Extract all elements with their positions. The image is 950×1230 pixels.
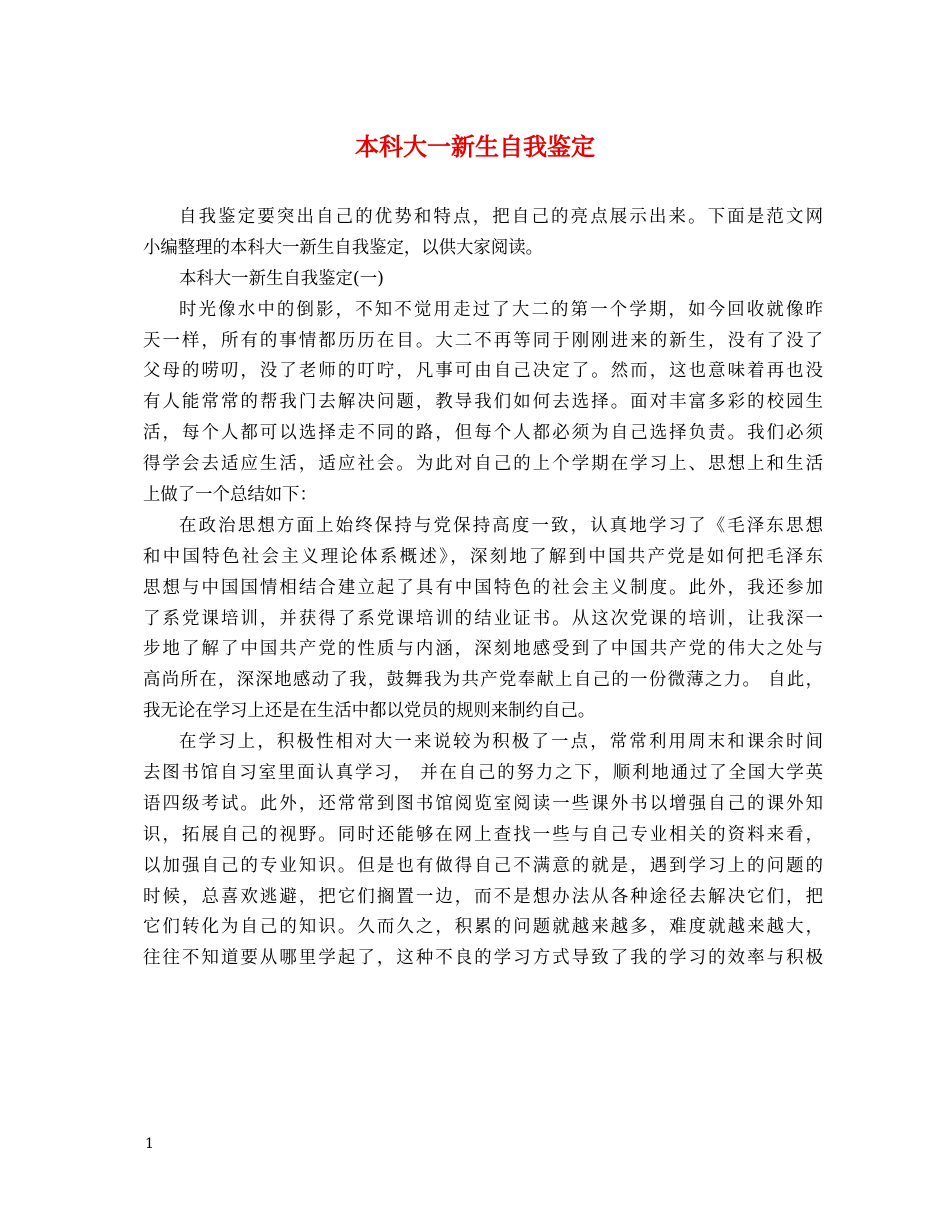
text-line: 语四级考试。此外，还常常到图书馆阅览室阅读一些课外书以增强自己的课外知 xyxy=(143,793,823,814)
text-line: 往往不知道要从哪里学起了，这种不良的学习方式导致了我的学习的效率与积极 xyxy=(143,948,823,969)
text-line: 时候，总喜欢逃避，把它们搁置一边，而不是想办法从各种途径去解决它们，把 xyxy=(143,886,823,907)
text-line: 高尚所在，深深地感动了我，鼓舞我为共产党奉献上自己的一份微薄之力。 自此， xyxy=(143,670,823,691)
text-line: 以加强自己的专业知识。但是也有做得自己不满意的就是，遇到学习上的问题的 xyxy=(143,855,823,876)
text-line: 上做了一个总结如下： xyxy=(143,485,317,506)
text-line: 小编整理的本科大一新生自我鉴定，以供大家阅读。 xyxy=(143,237,543,258)
text-line: 有人能常常的帮我门去解决问题，教导我们如何去选择。面对丰富多彩的校园生 xyxy=(143,392,823,413)
text-line: 和中国特色社会主义理论体系概述》，深刻地了解到中国共产党是如何把毛泽东 xyxy=(143,546,823,567)
text-line: 步地了解了中国共产党的性质与内涵，深刻地感受到了中国共产党的伟大之处与 xyxy=(143,639,823,660)
text-line: 思想与中国国情相结合建立起了具有中国特色的社会主义制度。此外，我还参加 xyxy=(143,577,823,598)
text-line: 它们转化为自己的知识。久而久之，积累的问题就越来越多，难度就越来越大， xyxy=(143,917,823,938)
text-line: 在政治思想方面上始终保持与党保持高度一致，认真地学习了《毛泽东思想 xyxy=(179,515,823,536)
text-line: 时光像水中的倒影，不知不觉用走过了大二的第一个学期，如今回收就像昨 xyxy=(179,299,823,320)
text-line: 天一样，所有的事情都历历在目。大二不再等同于刚刚进来的新生，没有了没了 xyxy=(143,330,823,351)
text-line: 本科大一新生自我鉴定(一) xyxy=(179,268,384,289)
document-body xyxy=(143,202,823,974)
text-line: 了系党课培训，并获得了系党课培训的结业证书。从这次党课的培训，让我深一 xyxy=(143,608,823,629)
page-number: 1 xyxy=(145,1136,154,1152)
text-line: 父母的唠叨，没了老师的叮咛，凡事可由自己决定了。然而，这也意味着再也没 xyxy=(143,361,823,382)
text-line: 去图书馆自习室里面认真学习， 并在自己的努力之下，顺利地通过了全国大学英 xyxy=(143,763,823,784)
text-line: 自我鉴定要突出自己的优势和特点，把自己的亮点展示出来。下面是范文网 xyxy=(179,207,823,227)
document-title: 本科大一新生自我鉴定 xyxy=(355,132,595,161)
text-line: 识，拓展自己的视野。同时还能够在网上查找一些与自己专业相关的资料来看， xyxy=(143,824,823,845)
text-line: 在学习上，积极性相对大一来说较为积极了一点，常常利用周末和课余时间 xyxy=(179,732,823,753)
text-line: 我无论在学习上还是在生活中都以党员的规则来制约自己。 xyxy=(143,701,596,722)
text-line: 得学会去适应生活，适应社会。为此对自己的上个学期在学习上、思想上和生活 xyxy=(143,454,823,475)
text-line: 活，每个人都可以选择走不同的路，但每个人都必须为自己选择负责。我们必须 xyxy=(143,423,823,444)
